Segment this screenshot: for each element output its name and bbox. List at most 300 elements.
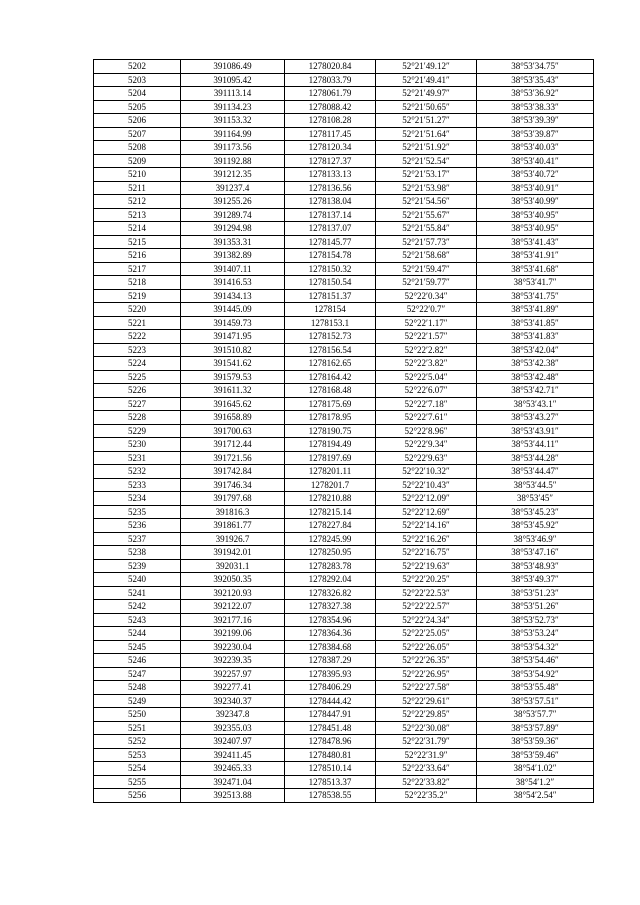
x-coordinate-cell: 391721.56 xyxy=(181,451,285,465)
point-number-cell: 5255 xyxy=(94,775,181,789)
y-coordinate-cell: 1278138.04 xyxy=(285,195,376,209)
longitude-cell: 38°53′41.43″ xyxy=(477,235,594,249)
longitude-cell: 38°53′44.28″ xyxy=(477,451,594,465)
x-coordinate-cell: 391459.73 xyxy=(181,316,285,330)
y-coordinate-cell: 1278201.7 xyxy=(285,478,376,492)
x-coordinate-cell: 392050.35 xyxy=(181,573,285,587)
longitude-cell: 38°53′40.41″ xyxy=(477,154,594,168)
x-coordinate-cell: 391658.89 xyxy=(181,411,285,425)
table-row xyxy=(94,708,594,722)
y-coordinate-cell: 1278151.37 xyxy=(285,289,376,303)
table-row xyxy=(94,789,594,803)
point-number-cell: 5221 xyxy=(94,316,181,330)
x-coordinate-cell: 392340.37 xyxy=(181,694,285,708)
table-row xyxy=(94,519,594,533)
latitude-cell: 52°21′59.77″ xyxy=(376,276,477,290)
table-row xyxy=(94,114,594,128)
y-coordinate-cell: 1278513.37 xyxy=(285,775,376,789)
x-coordinate-cell: 391861.77 xyxy=(181,519,285,533)
point-number-cell: 5212 xyxy=(94,195,181,209)
point-number-cell: 5241 xyxy=(94,586,181,600)
latitude-cell: 52°22′16.75″ xyxy=(376,546,477,560)
latitude-cell: 52°22′22.57″ xyxy=(376,600,477,614)
y-coordinate-cell: 1278152.73 xyxy=(285,330,376,344)
table-row xyxy=(94,627,594,641)
y-coordinate-cell: 1278387.29 xyxy=(285,654,376,668)
point-number-cell: 5256 xyxy=(94,789,181,803)
x-coordinate-cell: 391746.34 xyxy=(181,478,285,492)
longitude-cell: 38°53′40.95″ xyxy=(477,208,594,222)
x-coordinate-cell: 391942.01 xyxy=(181,546,285,560)
longitude-cell: 38°53′40.91″ xyxy=(477,181,594,195)
longitude-cell: 38°53′34.75″ xyxy=(477,60,594,74)
y-coordinate-cell: 1278384.68 xyxy=(285,640,376,654)
y-coordinate-cell: 1278201.11 xyxy=(285,465,376,479)
table-row xyxy=(94,168,594,182)
x-coordinate-cell: 391445.09 xyxy=(181,303,285,317)
x-coordinate-cell: 392239.35 xyxy=(181,654,285,668)
x-coordinate-cell: 391611.32 xyxy=(181,384,285,398)
table-row xyxy=(94,654,594,668)
y-coordinate-cell: 1278150.32 xyxy=(285,262,376,276)
latitude-cell: 52°22′29.61″ xyxy=(376,694,477,708)
x-coordinate-cell: 392257.97 xyxy=(181,667,285,681)
y-coordinate-cell: 1278108.28 xyxy=(285,114,376,128)
table-row xyxy=(94,154,594,168)
latitude-cell: 52°22′3.82″ xyxy=(376,357,477,371)
longitude-cell: 38°53′51.23″ xyxy=(477,586,594,600)
latitude-cell: 52°22′26.95″ xyxy=(376,667,477,681)
y-coordinate-cell: 1278162.65 xyxy=(285,357,376,371)
longitude-cell: 38°53′59.46″ xyxy=(477,748,594,762)
table-row xyxy=(94,384,594,398)
longitude-cell: 38°53′41.85″ xyxy=(477,316,594,330)
latitude-cell: 52°21′51.92″ xyxy=(376,141,477,155)
latitude-cell: 52°22′24.34″ xyxy=(376,613,477,627)
latitude-cell: 52°22′1.57″ xyxy=(376,330,477,344)
longitude-cell: 38°53′57.51″ xyxy=(477,694,594,708)
point-number-cell: 5218 xyxy=(94,276,181,290)
longitude-cell: 38°53′59.36″ xyxy=(477,735,594,749)
latitude-cell: 52°22′14.16″ xyxy=(376,519,477,533)
table-row xyxy=(94,640,594,654)
longitude-cell: 38°53′39.87″ xyxy=(477,127,594,141)
x-coordinate-cell: 391434.13 xyxy=(181,289,285,303)
longitude-cell: 38°53′46.9″ xyxy=(477,532,594,546)
longitude-cell: 38°53′54.46″ xyxy=(477,654,594,668)
x-coordinate-cell: 391816.3 xyxy=(181,505,285,519)
point-number-cell: 5220 xyxy=(94,303,181,317)
latitude-cell: 52°22′31.79″ xyxy=(376,735,477,749)
point-number-cell: 5223 xyxy=(94,343,181,357)
table-row xyxy=(94,762,594,776)
longitude-cell: 38°53′51.26″ xyxy=(477,600,594,614)
latitude-cell: 52°21′55.84″ xyxy=(376,222,477,236)
point-number-cell: 5234 xyxy=(94,492,181,506)
x-coordinate-cell: 392407.97 xyxy=(181,735,285,749)
latitude-cell: 52°22′35.2″ xyxy=(376,789,477,803)
point-number-cell: 5219 xyxy=(94,289,181,303)
point-number-cell: 5225 xyxy=(94,370,181,384)
table-row xyxy=(94,438,594,452)
x-coordinate-cell: 392465.33 xyxy=(181,762,285,776)
point-number-cell: 5224 xyxy=(94,357,181,371)
point-number-cell: 5231 xyxy=(94,451,181,465)
y-coordinate-cell: 1278117.45 xyxy=(285,127,376,141)
latitude-cell: 52°22′16.26″ xyxy=(376,532,477,546)
y-coordinate-cell: 1278227.84 xyxy=(285,519,376,533)
point-number-cell: 5213 xyxy=(94,208,181,222)
point-number-cell: 5244 xyxy=(94,627,181,641)
table-row xyxy=(94,465,594,479)
latitude-cell: 52°21′57.73″ xyxy=(376,235,477,249)
table-row xyxy=(94,127,594,141)
point-number-cell: 5215 xyxy=(94,235,181,249)
latitude-cell: 52°21′55.67″ xyxy=(376,208,477,222)
latitude-cell: 52°22′22.53″ xyxy=(376,586,477,600)
table-row xyxy=(94,735,594,749)
x-coordinate-cell: 392199.06 xyxy=(181,627,285,641)
table-row xyxy=(94,330,594,344)
y-coordinate-cell: 1278478.96 xyxy=(285,735,376,749)
y-coordinate-cell: 1278538.55 xyxy=(285,789,376,803)
longitude-cell: 38°53′41.7″ xyxy=(477,276,594,290)
point-number-cell: 5230 xyxy=(94,438,181,452)
y-coordinate-cell: 1278061.79 xyxy=(285,87,376,101)
point-number-cell: 5209 xyxy=(94,154,181,168)
y-coordinate-cell: 1278510.14 xyxy=(285,762,376,776)
point-number-cell: 5239 xyxy=(94,559,181,573)
longitude-cell: 38°53′43.27″ xyxy=(477,411,594,425)
point-number-cell: 5235 xyxy=(94,505,181,519)
x-coordinate-cell: 391407.11 xyxy=(181,262,285,276)
y-coordinate-cell: 1278150.54 xyxy=(285,276,376,290)
table-row xyxy=(94,492,594,506)
point-number-cell: 5242 xyxy=(94,600,181,614)
x-coordinate-cell: 391237.4 xyxy=(181,181,285,195)
point-number-cell: 5246 xyxy=(94,654,181,668)
point-number-cell: 5214 xyxy=(94,222,181,236)
longitude-cell: 38°53′47.16″ xyxy=(477,546,594,560)
longitude-cell: 38°53′52.73″ xyxy=(477,613,594,627)
table-row xyxy=(94,411,594,425)
latitude-cell: 52°22′8.96″ xyxy=(376,424,477,438)
x-coordinate-cell: 391700.63 xyxy=(181,424,285,438)
point-number-cell: 5250 xyxy=(94,708,181,722)
x-coordinate-cell: 391797.68 xyxy=(181,492,285,506)
longitude-cell: 38°53′43.91″ xyxy=(477,424,594,438)
point-number-cell: 5227 xyxy=(94,397,181,411)
x-coordinate-cell: 391742.84 xyxy=(181,465,285,479)
point-number-cell: 5206 xyxy=(94,114,181,128)
table-row xyxy=(94,748,594,762)
longitude-cell: 38°54′2.54″ xyxy=(477,789,594,803)
table-row xyxy=(94,357,594,371)
point-number-cell: 5247 xyxy=(94,667,181,681)
point-number-cell: 5216 xyxy=(94,249,181,263)
y-coordinate-cell: 1278137.07 xyxy=(285,222,376,236)
latitude-cell: 52°22′10.32″ xyxy=(376,465,477,479)
longitude-cell: 38°53′41.89″ xyxy=(477,303,594,317)
y-coordinate-cell: 1278292.04 xyxy=(285,573,376,587)
x-coordinate-cell: 391192.88 xyxy=(181,154,285,168)
longitude-cell: 38°53′41.91″ xyxy=(477,249,594,263)
point-number-cell: 5237 xyxy=(94,532,181,546)
x-coordinate-cell: 391294.98 xyxy=(181,222,285,236)
y-coordinate-cell: 1278364.36 xyxy=(285,627,376,641)
table-row xyxy=(94,316,594,330)
latitude-cell: 52°21′54.56″ xyxy=(376,195,477,209)
table-row xyxy=(94,60,594,74)
x-coordinate-cell: 391113.14 xyxy=(181,87,285,101)
longitude-cell: 38°53′44.5″ xyxy=(477,478,594,492)
y-coordinate-cell: 1278175.69 xyxy=(285,397,376,411)
table-row xyxy=(94,721,594,735)
y-coordinate-cell: 1278283.78 xyxy=(285,559,376,573)
y-coordinate-cell: 1278480.81 xyxy=(285,748,376,762)
latitude-cell: 52°22′19.63″ xyxy=(376,559,477,573)
y-coordinate-cell: 1278327.38 xyxy=(285,600,376,614)
x-coordinate-cell: 391579.53 xyxy=(181,370,285,384)
latitude-cell: 52°21′58.68″ xyxy=(376,249,477,263)
longitude-cell: 38°53′44.11″ xyxy=(477,438,594,452)
table-row xyxy=(94,451,594,465)
x-coordinate-cell: 391353.31 xyxy=(181,235,285,249)
point-number-cell: 5232 xyxy=(94,465,181,479)
table-row xyxy=(94,222,594,236)
x-coordinate-cell: 391095.42 xyxy=(181,73,285,87)
latitude-cell: 52°22′0.34″ xyxy=(376,289,477,303)
table-row xyxy=(94,478,594,492)
table-row xyxy=(94,141,594,155)
y-coordinate-cell: 1278127.37 xyxy=(285,154,376,168)
latitude-cell: 52°22′7.61″ xyxy=(376,411,477,425)
x-coordinate-cell: 392120.93 xyxy=(181,586,285,600)
table-row xyxy=(94,343,594,357)
point-number-cell: 5243 xyxy=(94,613,181,627)
table-row xyxy=(94,532,594,546)
y-coordinate-cell: 1278326.82 xyxy=(285,586,376,600)
longitude-cell: 38°53′48.93″ xyxy=(477,559,594,573)
table-row xyxy=(94,249,594,263)
latitude-cell: 52°21′51.27″ xyxy=(376,114,477,128)
latitude-cell: 52°22′5.04″ xyxy=(376,370,477,384)
latitude-cell: 52°21′49.97″ xyxy=(376,87,477,101)
table-row xyxy=(94,505,594,519)
y-coordinate-cell: 1278250.95 xyxy=(285,546,376,560)
table-row xyxy=(94,667,594,681)
latitude-cell: 52°21′52.54″ xyxy=(376,154,477,168)
latitude-cell: 52°21′50.65″ xyxy=(376,100,477,114)
y-coordinate-cell: 1278245.99 xyxy=(285,532,376,546)
x-coordinate-cell: 391541.62 xyxy=(181,357,285,371)
y-coordinate-cell: 1278033.79 xyxy=(285,73,376,87)
y-coordinate-cell: 1278395.93 xyxy=(285,667,376,681)
latitude-cell: 52°22′20.25″ xyxy=(376,573,477,587)
y-coordinate-cell: 1278210.88 xyxy=(285,492,376,506)
latitude-cell: 52°21′51.64″ xyxy=(376,127,477,141)
y-coordinate-cell: 1278444.42 xyxy=(285,694,376,708)
x-coordinate-cell: 392513.88 xyxy=(181,789,285,803)
latitude-cell: 52°22′9.63″ xyxy=(376,451,477,465)
point-number-cell: 5211 xyxy=(94,181,181,195)
latitude-cell: 52°22′6.07″ xyxy=(376,384,477,398)
latitude-cell: 52°22′1.17″ xyxy=(376,316,477,330)
y-coordinate-cell: 1278088.42 xyxy=(285,100,376,114)
point-number-cell: 5253 xyxy=(94,748,181,762)
y-coordinate-cell: 1278194.49 xyxy=(285,438,376,452)
x-coordinate-cell: 392122.07 xyxy=(181,600,285,614)
point-number-cell: 5226 xyxy=(94,384,181,398)
longitude-cell: 38°53′57.89″ xyxy=(477,721,594,735)
x-coordinate-cell: 391153.32 xyxy=(181,114,285,128)
x-coordinate-cell: 391645.62 xyxy=(181,397,285,411)
longitude-cell: 38°53′49.37″ xyxy=(477,573,594,587)
x-coordinate-cell: 391164.99 xyxy=(181,127,285,141)
latitude-cell: 52°22′26.35″ xyxy=(376,654,477,668)
y-coordinate-cell: 1278354.96 xyxy=(285,613,376,627)
point-number-cell: 5207 xyxy=(94,127,181,141)
latitude-cell: 52°22′10.43″ xyxy=(376,478,477,492)
table-row xyxy=(94,694,594,708)
point-number-cell: 5222 xyxy=(94,330,181,344)
table-row xyxy=(94,600,594,614)
point-number-cell: 5240 xyxy=(94,573,181,587)
longitude-cell: 38°53′40.72″ xyxy=(477,168,594,182)
point-number-cell: 5251 xyxy=(94,721,181,735)
x-coordinate-cell: 391212.35 xyxy=(181,168,285,182)
table-row xyxy=(94,235,594,249)
longitude-cell: 38°53′57.7″ xyxy=(477,708,594,722)
coordinates-table-body xyxy=(94,60,594,803)
x-coordinate-cell: 391926.7 xyxy=(181,532,285,546)
x-coordinate-cell: 391471.95 xyxy=(181,330,285,344)
latitude-cell: 52°22′12.69″ xyxy=(376,505,477,519)
point-number-cell: 5208 xyxy=(94,141,181,155)
latitude-cell: 52°22′9.34″ xyxy=(376,438,477,452)
y-coordinate-cell: 1278137.14 xyxy=(285,208,376,222)
table-row xyxy=(94,424,594,438)
point-number-cell: 5238 xyxy=(94,546,181,560)
y-coordinate-cell: 1278156.54 xyxy=(285,343,376,357)
x-coordinate-cell: 391510.82 xyxy=(181,343,285,357)
longitude-cell: 38°54′1.02″ xyxy=(477,762,594,776)
point-number-cell: 5228 xyxy=(94,411,181,425)
longitude-cell: 38°53′40.99″ xyxy=(477,195,594,209)
table-row xyxy=(94,87,594,101)
latitude-cell: 52°21′59.47″ xyxy=(376,262,477,276)
longitude-cell: 38°53′54.32″ xyxy=(477,640,594,654)
longitude-cell: 38°54′1.2″ xyxy=(477,775,594,789)
table-row xyxy=(94,181,594,195)
latitude-cell: 52°22′12.09″ xyxy=(376,492,477,506)
y-coordinate-cell: 1278447.91 xyxy=(285,708,376,722)
longitude-cell: 38°53′41.83″ xyxy=(477,330,594,344)
longitude-cell: 38°53′45.23″ xyxy=(477,505,594,519)
x-coordinate-cell: 391255.26 xyxy=(181,195,285,209)
y-coordinate-cell: 1278120.34 xyxy=(285,141,376,155)
point-number-cell: 5245 xyxy=(94,640,181,654)
table-row xyxy=(94,546,594,560)
table-row xyxy=(94,100,594,114)
longitude-cell: 38°53′54.92″ xyxy=(477,667,594,681)
longitude-cell: 38°53′42.48″ xyxy=(477,370,594,384)
x-coordinate-cell: 392411.45 xyxy=(181,748,285,762)
x-coordinate-cell: 391416.53 xyxy=(181,276,285,290)
y-coordinate-cell: 1278020.84 xyxy=(285,60,376,74)
latitude-cell: 52°22′31.9″ xyxy=(376,748,477,762)
y-coordinate-cell: 1278133.13 xyxy=(285,168,376,182)
point-number-cell: 5248 xyxy=(94,681,181,695)
latitude-cell: 52°22′25.05″ xyxy=(376,627,477,641)
table-row xyxy=(94,370,594,384)
point-number-cell: 5210 xyxy=(94,168,181,182)
coordinates-table xyxy=(93,59,594,803)
latitude-cell: 52°21′49.12″ xyxy=(376,60,477,74)
point-number-cell: 5202 xyxy=(94,60,181,74)
latitude-cell: 52°22′29.85″ xyxy=(376,708,477,722)
point-number-cell: 5254 xyxy=(94,762,181,776)
longitude-cell: 38°53′43.1″ xyxy=(477,397,594,411)
table-row xyxy=(94,262,594,276)
point-number-cell: 5204 xyxy=(94,87,181,101)
x-coordinate-cell: 392277.41 xyxy=(181,681,285,695)
table-row xyxy=(94,573,594,587)
y-coordinate-cell: 1278153.1 xyxy=(285,316,376,330)
longitude-cell: 38°53′42.38″ xyxy=(477,357,594,371)
y-coordinate-cell: 1278451.48 xyxy=(285,721,376,735)
y-coordinate-cell: 1278168.48 xyxy=(285,384,376,398)
y-coordinate-cell: 1278197.69 xyxy=(285,451,376,465)
table-row xyxy=(94,73,594,87)
table-row xyxy=(94,289,594,303)
y-coordinate-cell: 1278154.78 xyxy=(285,249,376,263)
longitude-cell: 38°53′39.39″ xyxy=(477,114,594,128)
latitude-cell: 52°22′27.58″ xyxy=(376,681,477,695)
latitude-cell: 52°22′0.7″ xyxy=(376,303,477,317)
point-number-cell: 5203 xyxy=(94,73,181,87)
longitude-cell: 38°53′53.24″ xyxy=(477,627,594,641)
longitude-cell: 38°53′35.43″ xyxy=(477,73,594,87)
table-row xyxy=(94,681,594,695)
y-coordinate-cell: 1278178.95 xyxy=(285,411,376,425)
table-row xyxy=(94,613,594,627)
longitude-cell: 38°53′40.03″ xyxy=(477,141,594,155)
longitude-cell: 38°53′55.48″ xyxy=(477,681,594,695)
longitude-cell: 38°53′45.92″ xyxy=(477,519,594,533)
longitude-cell: 38°53′44.47″ xyxy=(477,465,594,479)
longitude-cell: 38°53′41.75″ xyxy=(477,289,594,303)
y-coordinate-cell: 1278154 xyxy=(285,303,376,317)
table-row xyxy=(94,775,594,789)
x-coordinate-cell: 391173.56 xyxy=(181,141,285,155)
table-row xyxy=(94,208,594,222)
table-row xyxy=(94,195,594,209)
point-number-cell: 5229 xyxy=(94,424,181,438)
x-coordinate-cell: 392177.16 xyxy=(181,613,285,627)
longitude-cell: 38°53′36.92″ xyxy=(477,87,594,101)
table-row xyxy=(94,397,594,411)
longitude-cell: 38°53′42.71″ xyxy=(477,384,594,398)
x-coordinate-cell: 392347.8 xyxy=(181,708,285,722)
x-coordinate-cell: 391134.23 xyxy=(181,100,285,114)
latitude-cell: 52°22′7.18″ xyxy=(376,397,477,411)
latitude-cell: 52°22′26.05″ xyxy=(376,640,477,654)
x-coordinate-cell: 391712.44 xyxy=(181,438,285,452)
x-coordinate-cell: 391289.74 xyxy=(181,208,285,222)
table-row xyxy=(94,303,594,317)
y-coordinate-cell: 1278406.29 xyxy=(285,681,376,695)
